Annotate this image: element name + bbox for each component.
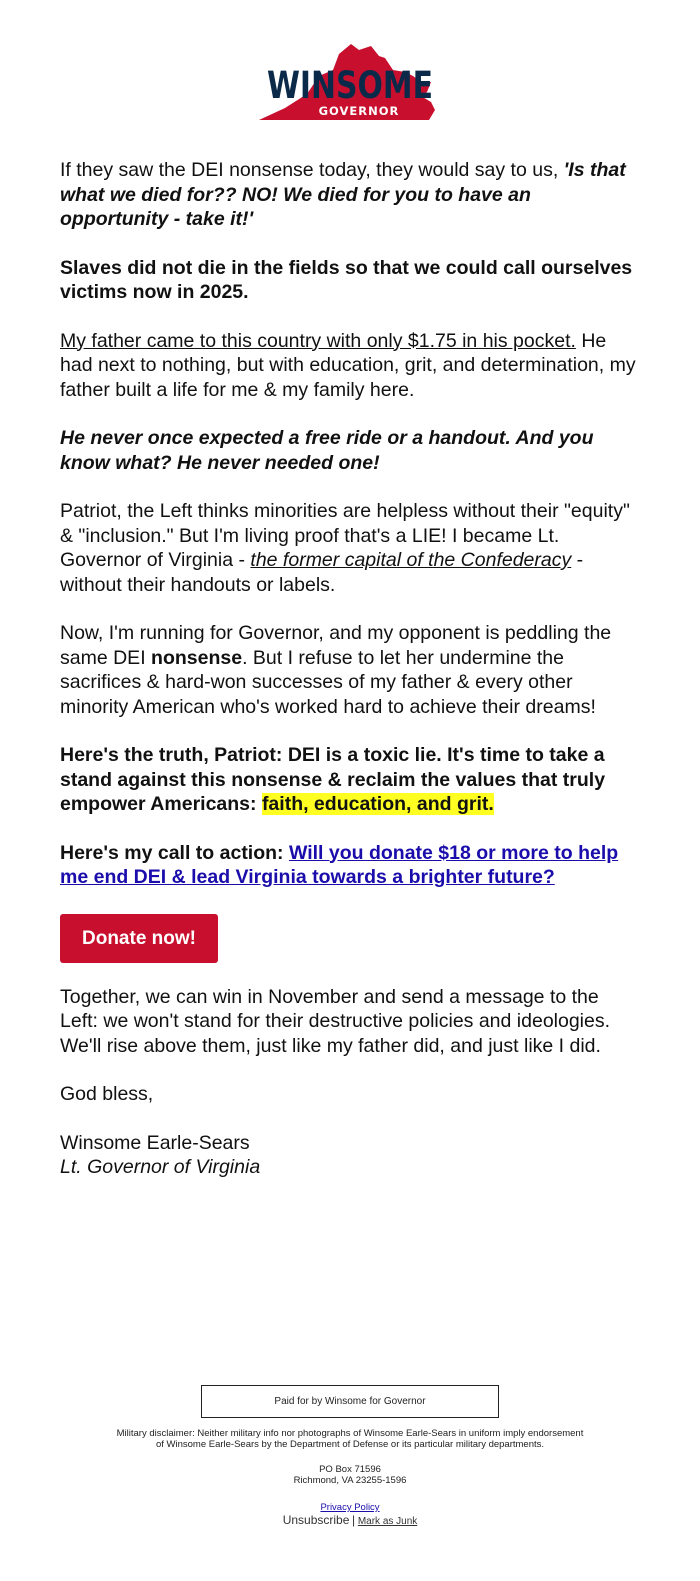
donate-now-button[interactable]: Donate now! [60, 914, 218, 963]
signoff: God bless, [60, 1083, 154, 1105]
highlighted-values: faith, education, and grit. [261, 793, 494, 815]
emphasis-quote: 'Is that what we died for?? NO! We died for you to have an opportunity - take it!' [60, 159, 626, 230]
paragraph-5: Patriot, the Left thinks minorities are helpless without their "equity" & "inclusion." But I'm living proof that's a LIE! I became Lt. Governor of Virginia - the former capital of the Confederacy - without their handouts or labels. [60, 500, 630, 596]
underlined-statement: My father came to this country with only $1.75 in his pocket. [60, 329, 576, 352]
paragraph-7: Here's the truth, Patriot: DEI is a toxic lie. It's time to take a stand against this nonsense & reclaim the values that truly empower Americans: faith, education, and grit. [60, 744, 606, 815]
paragraph-1: If they saw the DEI nonsense today, they would say to us, 'Is that what we died for?? NO! We died for you to have an opportunity - take it!' [60, 159, 626, 230]
paragraph-6: Now, I'm running for Governor, and my opponent is peddling the same DEI nonsense. But I refuse to let her undermine the sacrifices & hard-won successes of my father & every other minority American who's worked hard to achieve their dreams! [60, 622, 612, 718]
campaign-logo [0, 36, 700, 128]
paid-for-notice: Paid for by Winsome for Governor [201, 1385, 499, 1418]
virginia-state-logo-icon [255, 36, 445, 128]
email-body [60, 158, 640, 1180]
bold-word: nonsense [151, 646, 243, 669]
logo-title: WINSOME [267, 64, 433, 107]
email-footer [0, 1385, 700, 1527]
signature [60, 1131, 640, 1180]
privacy-policy-link[interactable]: Privacy Policy [320, 1502, 380, 1513]
paragraph-4: He never once expected a free ride or a handout. And you know what? He never needed one! [60, 427, 594, 474]
military-disclaimer: Military disclaimer: Neither military info nor photographs of Winsome Earle-Sears in uniform imply endorsement of Winsome Earle-Sears by the Department of Defense or its particular military departments. [116, 1428, 584, 1450]
unsubscribe-link[interactable]: Unsubscribe [282, 1513, 350, 1527]
mark-as-junk-link[interactable]: Mark as Junk [357, 1516, 418, 1527]
paragraph-9: Together, we can win in November and send a message to the Left: we won't stand for their destructive policies and ideologies. We'll rise above them, just like my father did, and just like I did. [60, 985, 611, 1057]
link-separator: | [352, 1513, 356, 1527]
footer-links [0, 1502, 700, 1527]
paragraph-8: Here's my call to action: Will you donate $18 or more to help me end DEI & lead Virginia towards a brighter future? [60, 841, 619, 888]
mailing-address: PO Box 71596 Richmond, VA 23255-1596 [293, 1464, 407, 1486]
signature-title: Lt. Governor of Virginia [60, 1156, 261, 1178]
logo-subtitle: GOVERNOR [318, 104, 400, 118]
signature-name: Winsome Earle-Sears [60, 1131, 250, 1154]
paragraph-3: My father came to this country with only $1.75 in his pocket. He had next to nothing, but with education, grit, and determination, my father built a life for me & my family here. [60, 329, 636, 401]
italic-underlined-phrase: the former capital of the Confederacy [250, 549, 572, 571]
paragraph-2: Slaves did not die in the fields so that we could call ourselves victims now in 2025. [60, 256, 633, 303]
donate-call-to-action-link[interactable]: Will you donate $18 or more to help me end DEI & lead Virginia towards a brighter future? [60, 841, 619, 888]
